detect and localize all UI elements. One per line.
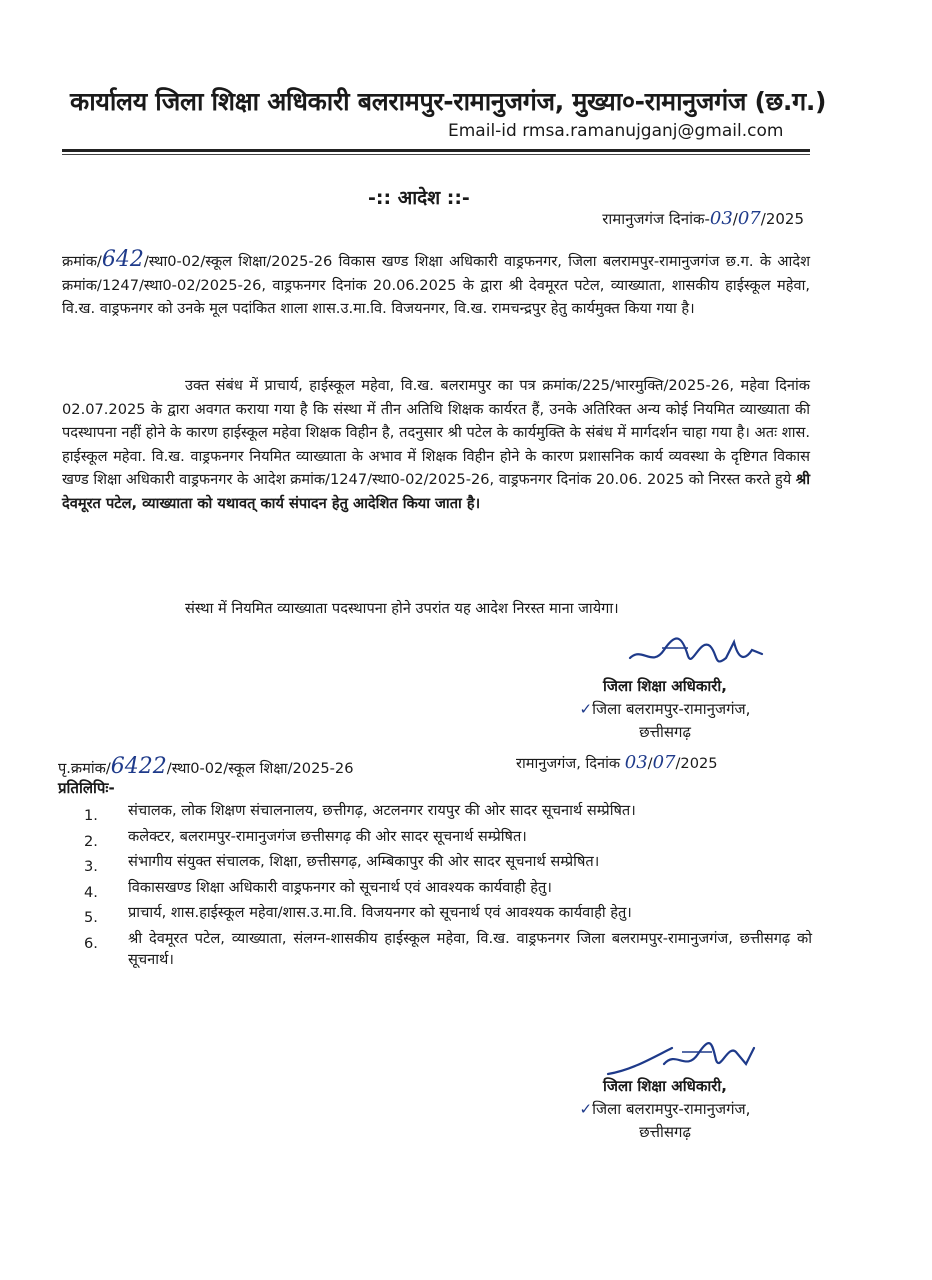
order-paragraph-1-text: /स्था0-02/स्कूल शिक्षा/2025-26 विकास खण्ड शिक्षा अधिकारी वाड्रफनगर, जिला बलरामपुर-रामानुजगंज छ.ग. के आदेश क्रमांक/1247/स्था0-02/2025-26, वाड्रफनगर दिनांक 20.06.2025 के द्वारा श्री देवमूरत पटेल, व्याख्याता, शासकीय हाईस्कूल महेवा, वि.ख. वाड्रफनगर को उनके मूल पदांकित शाला शास.उ.मा.वि. विजयनगर, वि.ख. रामचन्द्रपुर हेतु कार्यमुक्त किया गया है। — [62, 253, 810, 317]
office-letterhead: कार्यालय जिला शिक्षा अधिकारी बलरामपुर-रामानुजगंज, मुख्या०-रामानुजगंज (छ.ग.) — [70, 87, 827, 116]
order-paragraph-3: संस्था में नियमित व्याख्याता पदस्थापना होने उपरांत यह आदेश निरस्त माना जायेगा। — [185, 600, 619, 617]
signatory-district: ✓जिला बलरामपुर-रामानुजगंज, — [579, 700, 751, 718]
endorsement-reference — [58, 754, 354, 779]
order-ref-prefix: क्रमांक/ — [62, 253, 102, 270]
order-directive: श्री देवमूरत पटेल, व्याख्याता को यथावत् कार्य संपादन हेतु आदेशित किया जाता है। — [62, 471, 811, 512]
tick-mark-icon: ✓ — [579, 700, 593, 718]
endorsement-ref-prefix: पृ.क्रमांक/ — [58, 760, 111, 777]
signature-block — [545, 1075, 785, 1144]
handwritten-endorsement-month: 07 — [652, 752, 676, 773]
dateline-prefix: रामानुजगंज दिनांक- — [602, 210, 710, 228]
order-paragraph-2-text: उक्त संबंध में प्राचार्य, हाईस्कूल महेवा, वि.ख. बलरामपुर का पत्र क्रमांक/225/भारमुक्ति/2025-26, महेवा दिनांक 02.07.2025 के द्वारा अवगत कराया गया है कि संस्था में तीन अतिथि शिक्षक कार्यरत हैं, उनके अतिरिक्त अन्य कोई नियमित व्याख्याता की पदस्थापना नहीं होने के कारण हाईस्कूल महेवा शिक्षक विहीन है, तदनुसार श्री पटेल के कार्यमुक्ति के संबंध में मार्गदर्शन चाहा गया है। अतः शास. हाईस्कूल महेवा. वि.ख. वाड्रफनगर नियमित व्याख्याता के अभाव में शिक्षक विहीन होने के कारण प्रशासनिक कार्य व्यवस्था के दृष्टिगत विकास खण्ड शिक्षा अधिकारी वाड्रफनगर के आदेश क्रमांक/1247/स्था0-02/2025-26, वाड्रफनगर दिनांक 20.06. 2025 को निरस्त करते हुये — [62, 377, 810, 488]
handwritten-endorsement-number: 6422 — [110, 754, 167, 779]
signatory-state: छत्तीसगढ़ — [639, 1123, 691, 1141]
order-paragraph-2 — [62, 374, 810, 515]
office-email: Email-id rmsa.ramanujganj@gmail.com — [448, 121, 784, 141]
signatory-title: जिला शिक्षा अधिकारी, — [603, 1077, 727, 1095]
dateline-year: /2025 — [760, 210, 804, 228]
handwritten-day: 03 — [709, 208, 733, 229]
list-item: 5. प्राचार्य, शास.हाईस्कूल महेवा/शास.उ.मा.वि. विजयनगर को सूचनार्थ एवं आवश्यक कार्यवाही हेतु। — [84, 904, 632, 926]
signatory-district: ✓जिला बलरामपुर-रामानुजगंज, — [579, 1100, 751, 1118]
list-item: 2. कलेक्टर, बलरामपुर-रामानुजगंज छत्तीसगढ़ की ओर सादर सूचनार्थ सम्प्रेषित। — [84, 827, 527, 850]
order-dateline: रामानुजगंज दिनांक-03/07/2025 — [602, 208, 804, 229]
tick-mark-icon: ✓ — [579, 1100, 593, 1118]
order-paragraph-1 — [62, 248, 810, 321]
order-heading: -:: आदेश ::- — [368, 187, 470, 209]
endorsement-date-year: /2025 — [675, 755, 718, 772]
list-item: 4. विकासखण्ड शिक्षा अधिकारी वाड्रफनगर को सूचनार्थ एवं आवश्यक कार्यवाही हेतु। — [84, 878, 552, 901]
endorsement-date-prefix: रामानुजगंज, दिनांक — [516, 755, 625, 772]
handwritten-order-number: 642 — [101, 247, 144, 272]
signature-block — [545, 675, 785, 744]
signature-scribble — [622, 628, 772, 678]
endorsement-ref-rest: /स्था0-02/स्कूल शिक्षा/2025-26 — [166, 760, 354, 777]
endorsement-date: रामानुजगंज, दिनांक 03/07/2025 — [516, 752, 718, 773]
list-item: 3. संभागीय संयुक्त संचालक, शिक्षा, छत्तीसगढ़, अम्बिकापुर की ओर सादर सूचनार्थ सम्प्रेषित। — [84, 853, 600, 875]
signatory-title: जिला शिक्षा अधिकारी, — [603, 677, 727, 695]
header-rule-thin — [62, 154, 810, 155]
copy-to-label: प्रतिलिपिः- — [58, 779, 115, 797]
copy-to-list — [62, 800, 812, 975]
handwritten-month: 07 — [737, 208, 761, 229]
header-rule — [62, 149, 810, 152]
list-item: 1. संचालक, लोक शिक्षण संचालनालय, छत्तीगढ़, अटलनगर रायपुर की ओर सादर सूचनार्थ सम्प्रेषित। — [84, 802, 636, 824]
list-item: 6. श्री देवमूरत पटेल, व्याख्याता, संलग्न-शासकीय हाईस्कूल महेवा, वि.ख. वाड्रफनगर जिला बलरामपुर-रामानुजगंज, छत्तीसगढ़ को सूचनार्थ। — [84, 929, 812, 968]
signatory-state: छत्तीसगढ़ — [639, 723, 691, 741]
handwritten-endorsement-day: 03 — [624, 752, 648, 773]
